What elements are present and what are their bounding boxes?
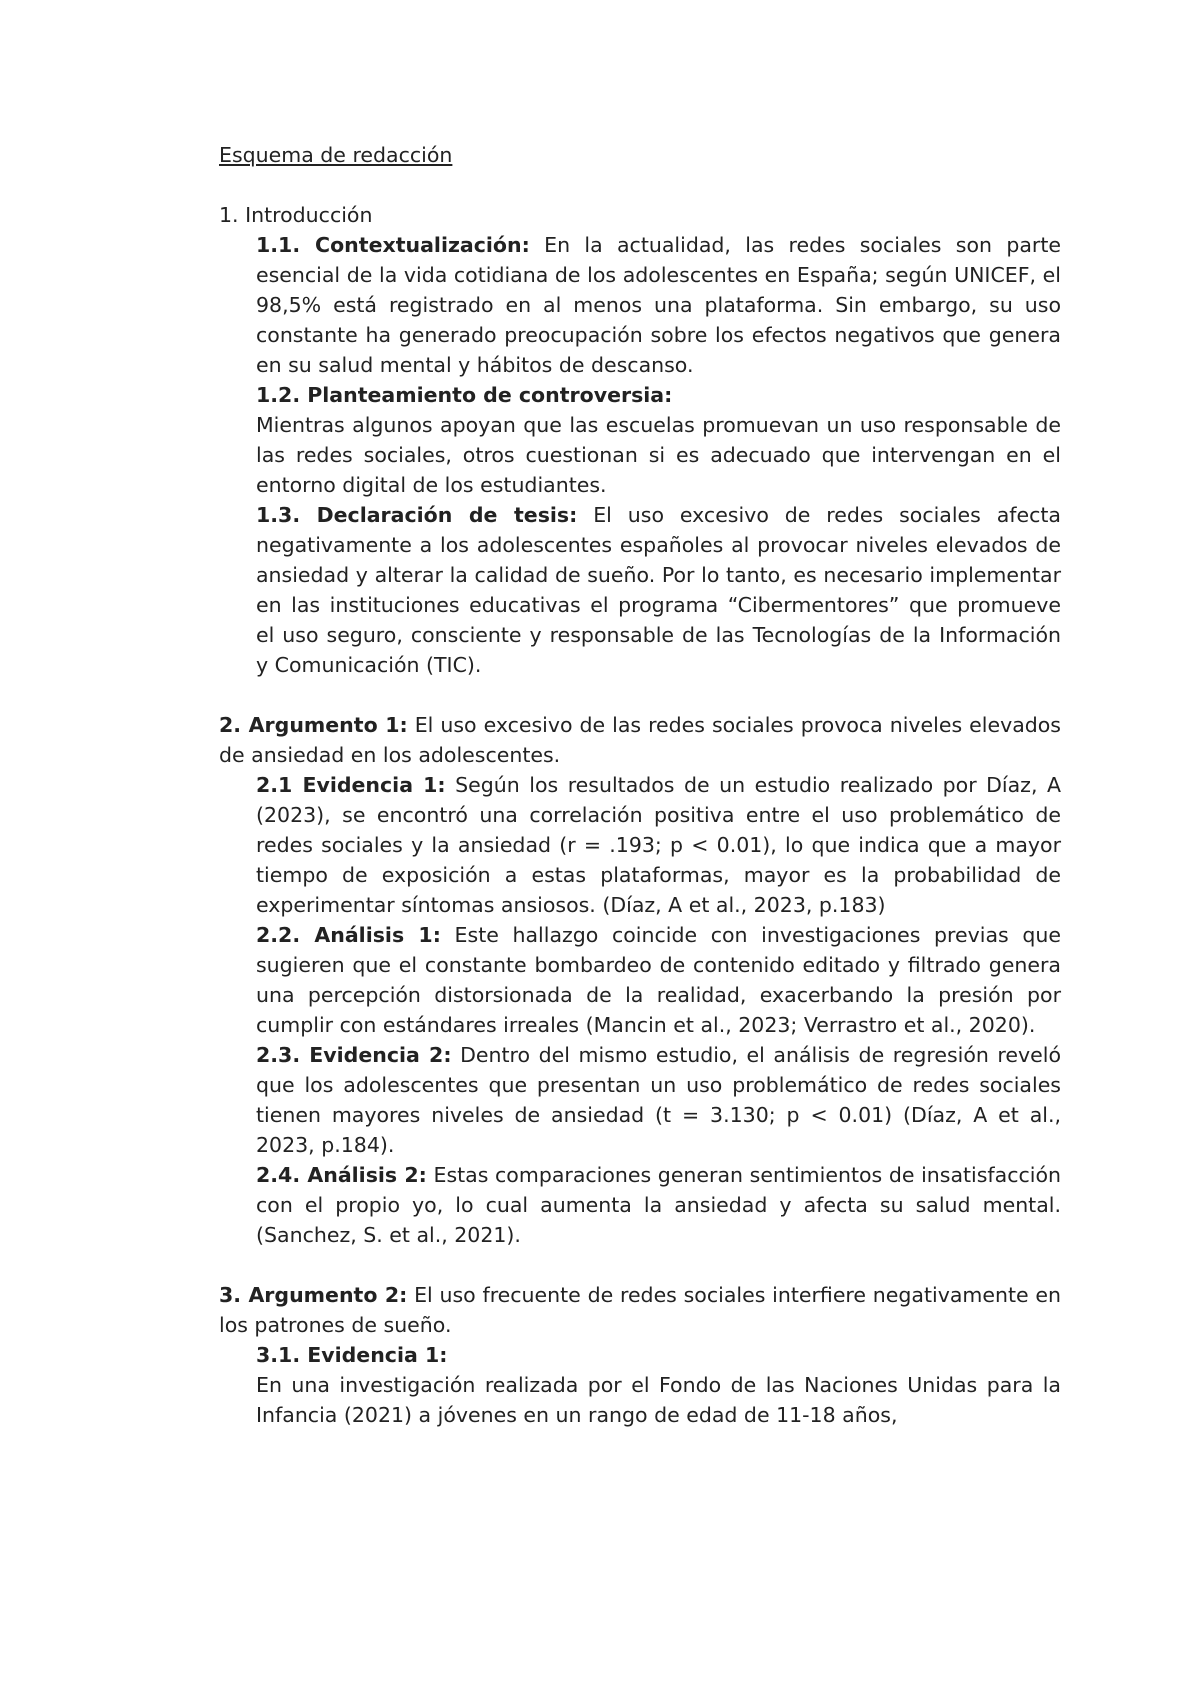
paragraph-gap — [219, 680, 1061, 710]
argument-1 — [219, 710, 1061, 770]
subsection-text: Según los resultados de un estudio realizado por Díaz, A (2023), se encontró una correlación positiva entre el uso problemático de redes sociales y la ansiedad (r = .193; p < 0.01), lo que indica que a mayor tiempo de exposición a estas plataformas, mayor es la probabilidad de experimentar síntomas ansiosos. (Díaz, A et al., 2023, p.183) — [256, 773, 1061, 917]
subsection-evidencia-1-heading — [256, 1340, 1061, 1370]
argument-text: El uso excesivo de las redes sociales provoca niveles elevados de ansiedad en los adolescentes. — [219, 713, 1061, 767]
subsection-text: Estas comparaciones generan sentimientos de insatisfacción con el propio yo, lo cual aumenta la ansiedad y afecta su salud mental. (Sanchez, S. et al., 2021). — [256, 1163, 1061, 1247]
subsection-text: En la actualidad, las redes sociales son parte esencial de la vida cotidiana de los adolescentes en España; según UNICEF, el 98,5% está registrado en al menos una plataforma. Sin embargo, su uso constante ha generado preocupación sobre los efectos negativos que genera en su salud mental y hábitos de descanso. — [256, 233, 1061, 377]
subsection-controversia-text: Mientras algunos apoyan que las escuelas promuevan un uso responsable de las redes sociales, otros cuestionan si es adecuado que intervengan en el entorno digital de los estudiantes. — [256, 413, 1061, 497]
subsection-evidencia-2 — [256, 1040, 1061, 1160]
subsection-label: 3.1. Evidencia 1: — [256, 1343, 448, 1367]
subsection-analisis-1 — [256, 920, 1061, 1040]
subsection-text: Dentro del mismo estudio, el análisis de regresión reveló que los adolescentes que presentan un uso problemático de redes sociales tienen mayores niveles de ansiedad (t = 3.130; p < 0.01) (Díaz, A et al., 2023, p.184). — [256, 1043, 1061, 1157]
section-introduction-heading: 1. Introducción — [219, 203, 373, 227]
document-title: Esquema de redacción — [219, 143, 453, 167]
argument-label: 3. Argumento 2: — [219, 1283, 408, 1307]
subsection-label: 1.3. Declaración de tesis: — [256, 503, 578, 527]
subsection-evidencia-1-text: En una investigación realizada por el Fondo de las Naciones Unidas para la Infancia (2021) a jóvenes en un rango de edad de 11-18 años, — [256, 1373, 1061, 1427]
subsection-controversia-heading — [256, 380, 1061, 410]
subsection-label: 1.2. Planteamiento de controversia: — [256, 383, 673, 407]
subsection-label: 2.2. Análisis 1: — [256, 923, 441, 947]
subsection-label: 2.4. Análisis 2: — [256, 1163, 427, 1187]
paragraph-gap — [219, 1250, 1061, 1280]
argument-2 — [219, 1280, 1061, 1340]
subsection-label: 1.1. Contextualización: — [256, 233, 530, 257]
subsection-label: 2.1 Evidencia 1: — [256, 773, 446, 797]
document-page — [219, 140, 1061, 1430]
subsection-text: Este hallazgo coincide con investigaciones previas que sugieren que el constante bombardeo de contenido editado y filtrado genera una percepción distorsionada de la realidad, exacerbando la presión por cumplir con estándares irreales (Mancin et al., 2023; Verrastro et al., 2020). — [256, 923, 1061, 1037]
argument-label: 2. Argumento 1: — [219, 713, 408, 737]
subsection-contextualizacion — [256, 230, 1061, 380]
subsection-analisis-2 — [256, 1160, 1061, 1250]
subsection-text: El uso excesivo de redes sociales afecta negativamente a los adolescentes españoles al provocar niveles elevados de ansiedad y alterar la calidad de sueño. Por lo tanto, es necesario implementar en las instituciones educativas el programa “Cibermentores” que promueve el uso seguro, consciente y responsable de las Tecnologías de la Información y Comunicación (TIC). — [256, 503, 1061, 677]
subsection-label: 2.3. Evidencia 2: — [256, 1043, 452, 1067]
argument-text: El uso frecuente de redes sociales interfiere negativamente en los patrones de sueño. — [219, 1283, 1062, 1337]
subsection-tesis — [256, 500, 1061, 680]
subsection-evidencia-1 — [256, 770, 1061, 920]
